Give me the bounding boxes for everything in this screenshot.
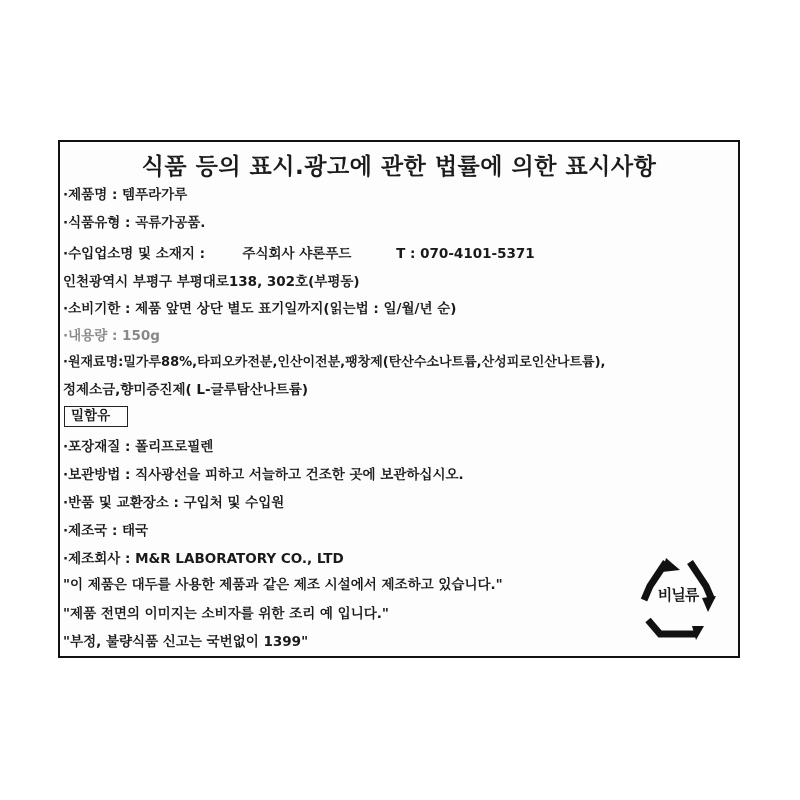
net-weight-text: ·내용량 : 150g xyxy=(63,328,160,344)
manufacturer: ·제조회사 : M&R LABORATORY CO., LTD xyxy=(63,551,344,567)
importer-line xyxy=(63,245,535,263)
importer-name: 주식회사 샤론푸드 xyxy=(242,246,352,262)
product-name: ·제품명 : 템푸라가루 xyxy=(63,187,188,203)
packaging-material: ·포장재질 : 폴리프로필렌 xyxy=(63,439,214,455)
importer-address: 인천광역시 부평구 부평대로138, 302호(부평동) xyxy=(63,274,360,290)
net-weight xyxy=(63,327,160,345)
importer-label: ·수입업소명 및 소재지 : xyxy=(63,246,205,262)
food-label xyxy=(58,140,740,658)
label-title: 식품 등의 표시.광고에 관한 법률에 의한 표시사항 xyxy=(141,154,657,180)
expiry-date: ·소비기한 : 제품 앞면 상단 별도 표기일까지(읽는법 : 일/월/년 순) xyxy=(63,301,457,317)
return-exchange: ·반품 및 교환장소 : 구입처 및 수입원 xyxy=(63,495,285,511)
recycle-label: 비닐류 xyxy=(657,586,699,604)
ingredients-line-2: 정제소금,향미증진제( L-글루탐산나트륨) xyxy=(63,382,309,398)
food-type: ·식품유형 : 곡류가공품. xyxy=(63,215,206,231)
allergen-badge: 밀함유 xyxy=(64,406,128,427)
ingredients-line-1: ·원재료명:밀가루88%,타피오카전분,인산이전분,팽창제(탄산수소나트륨,산성피로인산나트륨), xyxy=(63,355,606,370)
allergy-notice: "이 제품은 대두를 사용한 제품과 같은 제조 시설에서 제조하고 있습니다." xyxy=(63,577,503,593)
image-notice: "제품 전면의 이미지는 소비자를 위한 조리 예 입니다." xyxy=(63,606,389,622)
storage-method: ·보관방법 : 직사광선을 피하고 서늘하고 건조한 곳에 보관하십시오. xyxy=(63,467,464,483)
importer-phone: T : 070-4101-5371 xyxy=(396,246,535,262)
report-notice: "부정, 불량식품 신고는 국번없이 1399" xyxy=(63,634,309,650)
country-of-origin: ·제조국 : 태국 xyxy=(63,523,149,539)
recycle-mark xyxy=(636,556,720,640)
